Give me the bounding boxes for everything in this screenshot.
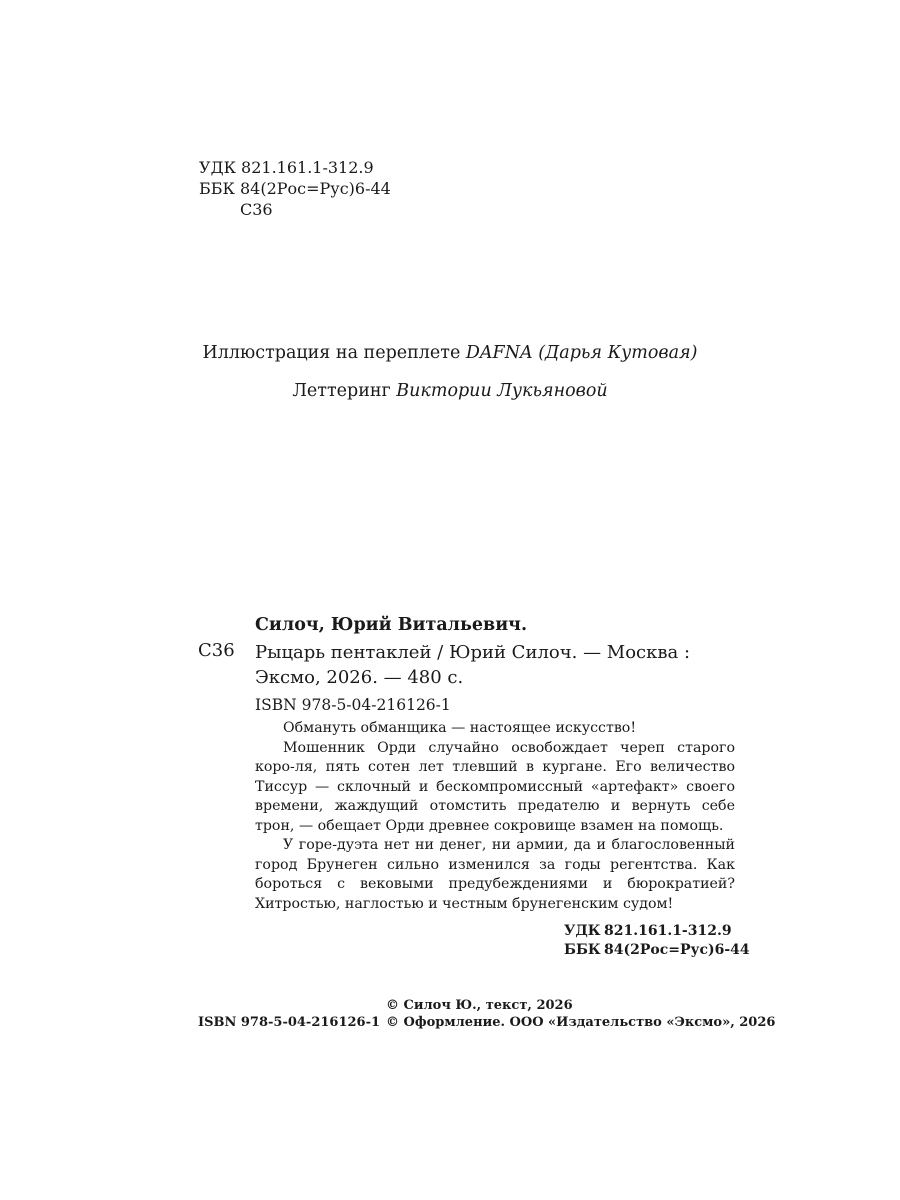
bbk-row xyxy=(564,941,750,960)
title-line-2: Эксмо, 2026. — 480 с. xyxy=(255,667,464,688)
udk-code: УДК 821.161.1-312.9 xyxy=(199,158,374,177)
classification-codes-bottom xyxy=(564,922,750,960)
annotation-paragraph-2: Мошенник Орди случайно освобождает череп старого коро-ля, пять сотен лет тлевший в кургане. Его величество Тиссур — склочный и бескомпромиссный «артефакт» своего времени, жаждущий отомстить предателю и вернуть себе трон, — обещает Орди древнее сокровище взамен на помощь. xyxy=(255,739,735,834)
bibliography-author-mark: С36 xyxy=(198,640,235,661)
letterer-name: Виктории Лукьяновой xyxy=(396,381,608,401)
classification-codes-top xyxy=(199,157,391,220)
illustrator-name: DAFNA (Дарья Кутовая) xyxy=(465,343,698,363)
copyright-text: © Силоч Ю., текст, 2026 xyxy=(386,998,573,1013)
bbk-label: ББК xyxy=(564,942,601,958)
annotation-paragraph-3: У горе-дуэта нет ни денег, ни армии, да и благословенный город Брунеген сильно изменился за годы регентства. Как бороться с вековыми предубеждениями и бюрократией? Хитростью, наглостью и честным брунегенским судом! xyxy=(255,837,735,912)
author-mark: С36 xyxy=(240,200,273,219)
annotation xyxy=(255,719,735,914)
bbk-code: ББК 84(2Рос=Рус)6-44 xyxy=(199,179,391,198)
author-heading: Силоч, Юрий Витальевич. xyxy=(255,615,528,635)
bibliographic-description xyxy=(255,640,745,690)
copyright-block xyxy=(198,997,775,1031)
lettering-credit xyxy=(0,381,900,401)
copyright-design: © Оформление. ООО «Издательство «Эксмо», 2026 xyxy=(386,1015,776,1030)
title-line-1: Рыцарь пентаклей / Юрий Силоч. — Москва : xyxy=(255,642,691,663)
udk-row xyxy=(564,922,750,941)
copyright-row-2 xyxy=(198,1014,775,1031)
isbn: ISBN 978-5-04-216126-1 xyxy=(255,696,451,714)
annotation-paragraph-1: Обмануть обманщика — настоящее искусство! xyxy=(283,720,637,736)
lettering-credit-label: Леттеринг xyxy=(292,381,397,401)
illustration-credit-label: Иллюстрация на переплете xyxy=(202,343,466,363)
isbn-bottom: ISBN 978-5-04-216126-1 xyxy=(198,1015,381,1030)
illustration-credit xyxy=(0,343,900,363)
bbk-value: 84(2Рос=Рус)6-44 xyxy=(604,942,750,958)
udk-value: 821.161.1-312.9 xyxy=(604,923,732,939)
udk-label: УДК xyxy=(564,923,601,939)
